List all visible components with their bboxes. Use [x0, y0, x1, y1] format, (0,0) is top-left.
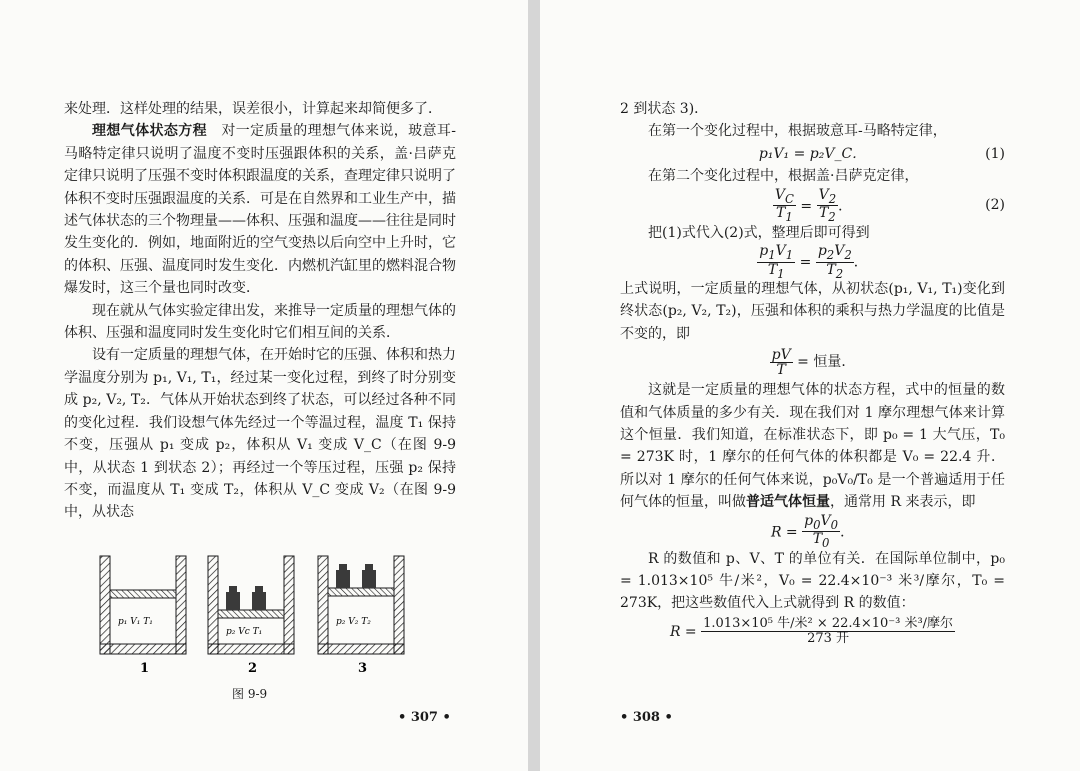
- equation-4: $\frac{pV}{T}$ = 恒量．: [771, 346, 856, 378]
- right-text-column: [620, 98, 1005, 649]
- paragraph-text: 对一定质量的理想气体来说，玻意耳-马略特定律只说明了温度不变时压强跟体积的关系，盖·吕萨克定律只说明了压强不变时体积跟温度的关系，查理定律只说明了体积不变时压强跟温度的关系．可是在自然界和工业生产中，描述气体状态的三个物理量——体积、压强和温度——往往是同时发生变化的．例如，地面附近的空气变热以后向空中上升时，它的体积、压强、温度同时发生变化．内燃机汽缸里的燃料混合物爆发时，这三个量也同时改变．: [64, 123, 457, 297]
- section-heading: 理想气体状态方程: [92, 123, 207, 140]
- paragraph: 在第一个变化过程中，根据玻意耳-马略特定律，: [648, 123, 947, 140]
- equation-3: $\frac{p_1V_1}{T_1}$ = $\frac{p_2V_2}{T_2}$ ．: [759, 243, 868, 281]
- left-text-column: [64, 98, 456, 524]
- figure-9-9-cylinders: [96, 548, 412, 698]
- paragraph: 上式说明，一定质量的理想气体，从初状态(p₁, V₁, T₁)变化到终状态(p₂, V₂, T₂)，压强和体积的乘积与热力学温度的比值是不变的，即: [620, 281, 1005, 342]
- page-number-right: • 308 •: [620, 710, 673, 725]
- equation-number-2: (2): [985, 196, 1005, 213]
- figure-caption: 图 9-9: [232, 687, 268, 701]
- equation-1: [620, 143, 1005, 165]
- book-gutter: [528, 0, 540, 771]
- cylinder-state-1: [100, 556, 186, 654]
- equation-1-body: p₁V₁ = p₂V_C．: [758, 145, 867, 162]
- equation-6-numerator: 1.013×10⁵ 牛/米² × 22.4×10⁻³ 米³/摩尔: [703, 616, 954, 632]
- paragraph: 设有一定质量的理想气体，在开始时它的压强、体积和热力学温度分别为 p₁, V₁, T₁，经过某一变化过程，到终了时分别变成 p₂, V₂, T₂．气体从开始状态到终了状态，可以经过各种不同的变化过程．我们设想气体先经过一个等温过程，温度 T₁ 保持不变，压强从 p₁ 变成 p₂，体积从 V₁ 变成 V_C（在图 9-9 中，从状态 1 到状态 2）；再经过一个等压过程，压强 p₂ 保持不变，而温度从 T₁ 变成 T₂，体积从 V_C 变成 V₂（在图 9-9 中，从状态: [64, 347, 456, 521]
- equation-4-rhs: = 恒量．: [797, 354, 856, 371]
- equation-6-denominator: 273 开: [807, 631, 850, 647]
- paragraph: 现在就从气体实验定律出发，来推导一定质量的理想气体的体积、压强和温度同时发生变化时它们相互间的关系．: [64, 302, 456, 342]
- figure-label-1: 1: [140, 661, 150, 676]
- page-number-left: • 307 •: [398, 710, 451, 725]
- paragraph: [64, 120, 456, 299]
- state-1-vars: p₁ V₁ T₁: [118, 617, 153, 627]
- term-bold: 普适气体恒量: [746, 494, 830, 511]
- figure-label-3: 3: [358, 661, 368, 676]
- paragraph-text: ，通常用 R 来表示，即: [830, 494, 976, 511]
- paragraph: 在第二个变化过程中，根据盖·吕萨克定律，: [648, 168, 919, 185]
- equation-number-1: (1): [985, 145, 1005, 162]
- paragraph: 来处理．这样处理的结果，误差很小，计算起来却简便多了．: [64, 101, 442, 117]
- state-3-vars: p₂ V₂ T₂: [336, 617, 371, 627]
- figure-label-2: 2: [248, 661, 258, 676]
- equation-2: $\frac{V_C}{T_1}$ = $\frac{V_2}{T_2}$ ． (2): [774, 186, 1005, 225]
- left-page: [0, 0, 528, 771]
- cylinder-state-2: [208, 556, 294, 654]
- equation-6: R = $\frac{\text{1.013×10⁵ 牛/米² × 22.4×10⁻³ 米³/摩尔}}{\text{273 开}}$: [669, 616, 954, 647]
- paragraph: [620, 379, 1005, 513]
- paragraph: 把(1)式代入(2)式，整理后即可得到: [648, 224, 870, 241]
- paragraph: 2 到状态 3)．: [620, 101, 709, 117]
- state-2-vars: p₂ Vc T₁: [226, 627, 263, 637]
- cylinder-state-3: [318, 556, 404, 654]
- equation-5: R = $\frac{p_0V_0}{T_0}$ ．: [770, 512, 855, 551]
- paragraph-text: 这就是一定质量的理想气体的状态方程，式中的恒量的数值和气体质量的多少有关．现在我们对 1 摩尔理想气体来计算这个恒量．我们知道，在标准状态下，即 p₀ = 1 大气压，T₀ = 273K 时，1 摩尔的任何气体的体积都是 V₀ = 22.4 升．所以对 1 摩尔的任何气体来说，p₀V₀/T₀ 是一个普遍适用于任何气体的恒量，叫做: [620, 382, 1005, 511]
- right-page: [540, 0, 1080, 771]
- paragraph: R 的数值和 p、V、T 的单位有关．在国际单位制中，p₀ = 1.013×10⁵ 牛/米²，V₀ = 22.4×10⁻³ 米³/摩尔，T₀ = 273K，把这些数值代入上式就得到 R 的数值：: [620, 550, 1005, 612]
